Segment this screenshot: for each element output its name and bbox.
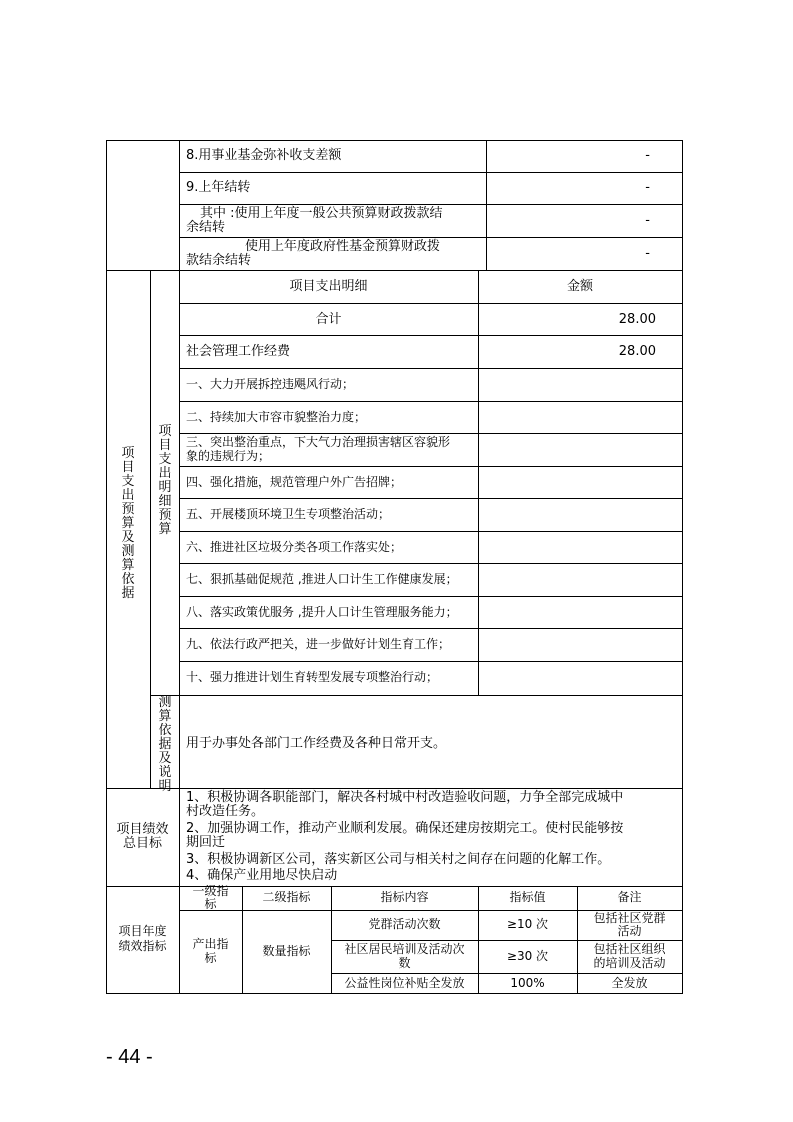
- detail-item: 六、推进社区垃圾分类各项工作落实处；: [186, 540, 403, 554]
- detail-item: 一、大力开展拆控违飓风行动；: [186, 377, 355, 391]
- detail-item: 二、持续加大市容市貌整治力度；: [186, 410, 367, 424]
- total-label: 合计: [315, 312, 342, 327]
- section-label-basis: 项目支出预算及测算依据: [121, 446, 135, 601]
- row-label: 9.上年结转: [186, 180, 251, 195]
- detail-item: 八、落实政策优服务 ,提升人口计生管理服务能力；: [186, 605, 458, 619]
- grid-line: [179, 270, 180, 788]
- fund-label: 社会管理工作经费: [186, 344, 291, 359]
- row-value: -: [645, 246, 650, 261]
- table-border-right: [682, 140, 683, 994]
- indicator-value: ≥30 次: [506, 949, 549, 963]
- grid-line: [179, 140, 180, 271]
- row-label: 其中 :使用上年度一般公共预算财政拨款结: [200, 206, 443, 221]
- detail-item: 九、依法行政严把关，进一步做好计划生育工作；: [186, 637, 451, 651]
- grid-line: [179, 661, 683, 662]
- grid-line: [478, 270, 479, 695]
- grid-line: [179, 368, 683, 369]
- goals-label-cont: 总目标: [122, 836, 162, 851]
- grid-line: [331, 973, 683, 974]
- indicators-label: 项目年度: [118, 924, 167, 938]
- level2-quantity: 数量指标: [262, 944, 311, 958]
- grid-line: [179, 335, 683, 336]
- grid-line: [179, 172, 683, 173]
- indicators-label-cont: 绩效指标: [118, 939, 167, 953]
- level1-output-cont: 标: [204, 951, 217, 965]
- grid-line: [179, 237, 683, 238]
- indicator-remark-cont: 的培训及活动: [593, 956, 666, 970]
- fund-value: 28.00: [618, 344, 656, 359]
- grid-line: [150, 270, 151, 788]
- indicator-remark: 包括社区组织: [593, 942, 666, 956]
- indicator-value: 100%: [510, 976, 545, 990]
- table-border-left: [106, 140, 107, 994]
- indicator-content-cont: 数: [398, 956, 411, 970]
- indicator-content: 社区居民培训及活动次: [344, 942, 465, 956]
- indicator-content: 公益性岗位补贴全发放: [344, 976, 465, 990]
- header-level1: 一级指: [192, 884, 229, 898]
- section-label-calc: 测算依据及说明: [158, 695, 172, 794]
- grid-line: [150, 695, 683, 696]
- detail-item: 四、强化措施，规范管理户外广告招牌；: [186, 475, 403, 489]
- indicator-value: ≥10 次: [506, 917, 549, 931]
- detail-item: 三、突出整治重点，下大气力治理损害辖区容貌形: [186, 435, 451, 449]
- goal-line: 2、加强协调工作，推动产业顺利发展。确保还建房按期完工。使村民能够按: [186, 821, 624, 836]
- detail-item: 七、狠抓基础促规范 ,推进人口计生工作健康发展；: [186, 572, 458, 586]
- grid-line: [179, 498, 683, 499]
- indicator-remark: 全发放: [611, 976, 648, 990]
- row-label-cont: 余结转: [186, 220, 226, 235]
- indicator-content: 党群活动次数: [368, 917, 441, 931]
- grid-line: [179, 628, 683, 629]
- goal-line: 1、积极协调各职能部门，解决各村城中村改造验收问题，力争全部完成城中: [186, 790, 624, 805]
- indicator-remark-cont: 活动: [617, 924, 642, 938]
- grid-line: [179, 433, 683, 434]
- grid-line: [179, 563, 683, 564]
- row-value: -: [645, 213, 650, 228]
- table-border-bottom: [106, 993, 683, 994]
- basis-text: 用于办事处各部门工作经费及各种日常开支。: [186, 736, 447, 751]
- row-value: -: [645, 180, 650, 195]
- section-label-detail: 项目支出明细预算: [158, 424, 172, 537]
- grid-line: [179, 401, 683, 402]
- table-border-top: [106, 140, 683, 141]
- header-amount: 金额: [566, 279, 593, 294]
- goals-label: 项目绩效: [116, 822, 169, 837]
- header-remark: 备注: [617, 890, 642, 904]
- grid-line: [331, 940, 683, 941]
- header-content: 指标内容: [380, 890, 429, 904]
- grid-line: [486, 140, 487, 271]
- page-number: - 44 -: [106, 1046, 153, 1068]
- grid-line: [179, 466, 683, 467]
- grid-line: [106, 788, 683, 789]
- goal-line: 4、确保产业用地尽快启动: [186, 868, 338, 883]
- goal-line: 村改造任务。: [186, 804, 265, 819]
- grid-line: [179, 204, 683, 205]
- header-value: 指标值: [509, 890, 546, 904]
- header-level2: 二级指标: [262, 890, 311, 904]
- grid-line: [179, 531, 683, 532]
- row-label: 使用上年度政府性基金预算财政拨: [245, 239, 441, 254]
- goal-line: 期回迁: [186, 835, 226, 850]
- detail-item: 五、开展楼顶环境卫生专项整治活动；: [186, 507, 391, 521]
- row-label: 8.用事业基金弥补收支差额: [186, 148, 342, 163]
- detail-item-cont: 象的违规行为；: [186, 449, 271, 463]
- grid-line: [179, 303, 683, 304]
- indicator-remark: 包括社区党群: [593, 911, 666, 925]
- header-level1-cont: 标: [204, 897, 217, 911]
- total-value: 28.00: [618, 312, 656, 327]
- row-value: -: [645, 148, 650, 163]
- level1-output: 产出指: [192, 937, 229, 951]
- grid-line: [106, 270, 683, 271]
- goal-line: 3、积极协调新区公司，落实新区公司与相关村之间存在问题的化解工作。: [186, 852, 611, 867]
- grid-line: [179, 788, 180, 887]
- row-label-cont: 款结余结转: [186, 253, 252, 268]
- grid-line: [179, 596, 683, 597]
- detail-item: 十、强力推进计划生育转型发展专项整治行动；: [186, 670, 439, 684]
- header-detail: 项目支出明细: [289, 279, 368, 294]
